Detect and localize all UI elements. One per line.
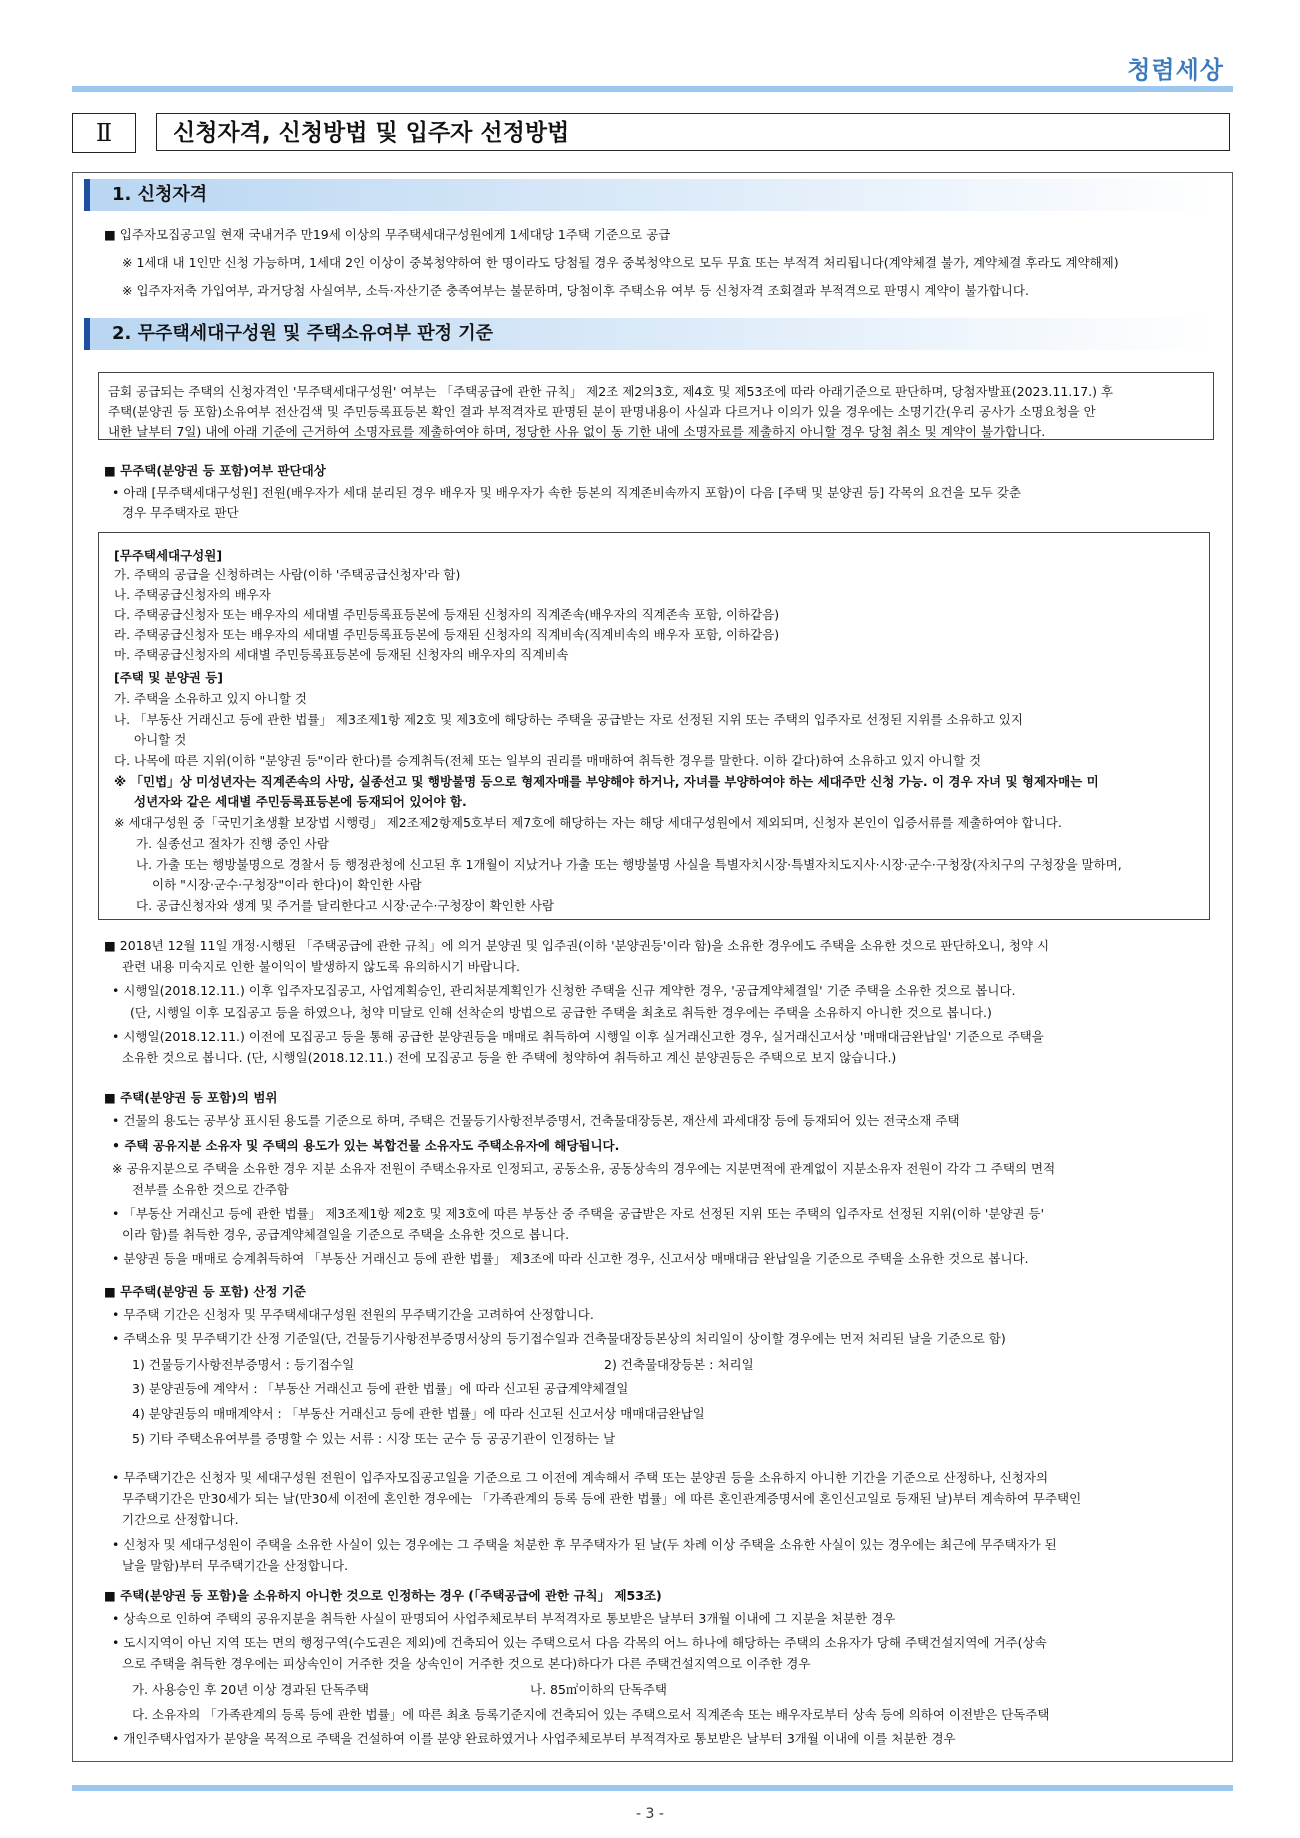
text-line: 나. 가출 또는 행방불명으로 경찰서 등 행정관청에 신고된 후 1개월이 지났거나 가출 또는 행방불명 사실을 특별자치시장·특별자치도지사·시장·군수·구청장(자치구의 구청장을 말하며, bbox=[136, 857, 1122, 872]
text-line: 나. 85㎡이하의 단독주택 bbox=[530, 1682, 667, 1697]
section-heading: 신청자격, 신청방법 및 입주자 선정방법 bbox=[156, 113, 1230, 151]
text-line: ■ 입주자모집공고일 현재 국내거주 만19세 이상의 무주택세대구성원에게 1세대당 1주택 기준으로 공급 bbox=[104, 227, 671, 242]
text-line: 이하 "시장·군수·구청장"이라 한다)이 확인한 사람 bbox=[152, 877, 422, 892]
text-line: 성년자와 같은 세대별 주민등록표등본에 등재되어 있어야 함. bbox=[134, 794, 467, 809]
text-line: ■ 주택(분양권 등 포함)의 범위 bbox=[104, 1090, 278, 1105]
text-line: • 무주택기간은 신청자 및 세대구성원 전원이 입주자모집공고일을 기준으로 그 이전에 계속해서 주택 또는 분양권 등을 소유하지 아니한 기간을 기준으로 산정하나, 신청자의 bbox=[112, 1470, 1049, 1485]
text-line: [주택 및 분양권 등] bbox=[114, 670, 224, 685]
logo bbox=[1127, 50, 1224, 85]
text-line: 다. 소유자의 「가족관계의 등록 등에 관한 법률」에 따른 최초 등록기준지에 건축되어 있는 주택으로서 직계존속 또는 배우자로부터 상속 등에 의하여 이전받은 단독주택 bbox=[132, 1707, 1050, 1722]
text-line: • 분양권 등을 매매로 승계취득하여 「부동산 거래신고 등에 관한 법률」 제3조에 따라 신고한 경우, 신고서상 매매대금 완납일을 기준으로 주택을 소유한 것으로 봅니다. bbox=[112, 1251, 1029, 1266]
text-line: 금회 공급되는 주택의 신청자격인 '무주택세대구성원' 여부는 「주택공급에 관한 규칙」 제2조 제2의3호, 제4호 및 제53조에 따라 아래기준으로 판단하며, 당첨자발표(2023.11.17.) 후 bbox=[108, 384, 1114, 399]
text-line: 4) 분양권등의 매매계약서 : 「부동산 거래신고 등에 관한 법률」에 따라 신고된 신고서상 매매대금완납일 bbox=[132, 1406, 705, 1421]
text-line: • 시행일(2018.12.11.) 이전에 모집공고 등을 통해 공급한 분양권등을 매매로 취득하여 시행일 이후 실거래신고한 경우, 실거래신고서상 '매매대금완납일' 기준으로 주택을 bbox=[112, 1029, 1044, 1044]
text-line: 관련 내용 미숙지로 인한 불이익이 발생하지 않도록 유의하시기 바랍니다. bbox=[122, 959, 521, 974]
text-line: 2) 건축물대장등본 : 처리일 bbox=[604, 1357, 754, 1372]
text-line: 다. 주택공급신청자 또는 배우자의 세대별 주민등록표등본에 등재된 신청자의 직계존속(배우자의 직계존속 포함, 이하같음) bbox=[114, 607, 780, 622]
text-line: [무주택세대구성원] bbox=[114, 548, 223, 563]
text-line: 1) 건물등기사항전부증명서 : 등기접수일 bbox=[132, 1357, 355, 1372]
text-line: • 시행일(2018.12.11.) 이후 입주자모집공고, 사업계획승인, 관리처분계획인가 신청한 주택을 신규 계약한 경우, '공급계약체결일' 기준 주택을 소유한 것으로 봅니다. bbox=[112, 983, 1016, 998]
text-line: 가. 주택의 공급을 신청하려는 사람(이하 '주택공급신청자'라 함) bbox=[114, 567, 461, 582]
text-line: 가. 실종선고 절차가 진행 중인 사람 bbox=[136, 836, 329, 851]
text-line: 3) 분양권등에 계약서 : 「부동산 거래신고 등에 관한 법률」에 따라 신고된 공급계약체결일 bbox=[132, 1381, 629, 1396]
text-line: ※ 공유지분으로 주택을 소유한 경우 지분 소유자 전원이 주택소유자로 인정되고, 공동소유, 공동상속의 경우에는 지분면적에 관계없이 지분소유자 전원이 각각 그 주택의 면적 bbox=[112, 1161, 1056, 1176]
text-line: 전부를 소유한 것으로 간주함 bbox=[132, 1182, 289, 1197]
text-line: 나. 주택공급신청자의 배우자 bbox=[114, 587, 271, 602]
text-line: ■ 주택(분양권 등 포함)을 소유하지 아니한 것으로 인정하는 경우 (「주택공급에 관한 규칙」 제53조) bbox=[104, 1588, 662, 1603]
text-line: 무주택기간은 만30세가 되는 날(만30세 이전에 혼인한 경우에는 「가족관계의 등록 등에 관한 법률」에 따른 혼인관계증명서에 혼인신고일로 등재된 날)부터 계속하여 무주택인 bbox=[122, 1491, 1082, 1506]
text-line: • 건물의 용도는 공부상 표시된 용도를 기준으로 하며, 주택은 건물등기사항전부증명서, 건축물대장등본, 재산세 과세대장 등에 등재되어 있는 전국소재 주택 bbox=[112, 1113, 960, 1128]
text-line: ※ 「민법」상 미성년자는 직계존속의 사망, 실종선고 및 행방불명 등으로 형제자매를 부양해야 하거나, 자녀를 부양하여야 하는 세대주만 신청 가능. 이 경우 자녀 및 형제자매는 미 bbox=[114, 774, 1099, 789]
page-number: - 3 - bbox=[636, 1806, 664, 1822]
text-line: 주택(분양권 등 포함)소유여부 전산검색 및 주민등록표등본 확인 결과 부적격자로 판명된 분이 판명내용이 사실과 다르거나 이의가 있을 경우에는 소명기간(우리 공사가 소명요청을 안 bbox=[108, 404, 1096, 419]
section-number: Ⅱ bbox=[72, 113, 136, 153]
text-line: • 상속으로 인하여 주택의 공유지분을 취득한 사실이 판명되어 사업주체로부터 부적격자로 통보받은 날부터 3개월 이내에 그 지분을 처분한 경우 bbox=[112, 1611, 896, 1626]
text-line: • 주택소유 및 무주택기간 산정 기준일(단, 건물등기사항전부증명서상의 등기접수일과 건축물대장등본상의 처리일이 상이할 경우에는 먼저 처리된 날을 기준으로 함) bbox=[112, 1331, 1006, 1346]
text-line: ■ 무주택(분양권 등 포함) 산정 기준 bbox=[104, 1284, 306, 1299]
text-line: 경우 무주택자로 판단 bbox=[122, 505, 239, 520]
subsection-heading-1: 1. 신청자격 bbox=[84, 179, 1220, 211]
text-line: 가. 주택을 소유하고 있지 아니할 것 bbox=[114, 691, 307, 706]
header-divider bbox=[72, 86, 1233, 92]
text-line: • 무주택 기간은 신청자 및 무주택세대구성원 전원의 무주택기간을 고려하여 산정합니다. bbox=[112, 1307, 594, 1322]
text-line: ※ 1세대 내 1인만 신청 가능하며, 1세대 2인 이상이 중복청약하여 한 명이라도 당첨될 경우 중복청약으로 모두 무효 또는 부적격 처리됩니다(계약체결 불가, 계약체결 후라도 계약해제) bbox=[122, 255, 1119, 270]
text-line: ※ 입주자저축 가입여부, 과거당첨 사실여부, 소득·자산기준 충족여부는 불문하며, 당첨이후 주택소유 여부 등 신청자격 조회결과 부적격으로 판명시 계약이 불가합니다. bbox=[122, 283, 1029, 298]
text-line: • 아래 [무주택세대구성원] 전원(배우자가 세대 분리된 경우 배우자 및 배우자가 속한 등본의 직계존비속까지 포함)이 다음 [주택 및 분양권 등] 각목의 요건을 모두 갖춘 bbox=[112, 485, 1021, 500]
text-line: • 주택 공유지분 소유자 및 주택의 용도가 있는 복합건물 소유자도 주택소유자에 해당됩니다. bbox=[112, 1138, 620, 1153]
logo-text: 청렴세상 bbox=[1127, 56, 1224, 84]
text-line: ■ 2018년 12월 11일 개정·시행된 「주택공급에 관한 규칙」에 의거 분양권 및 입주권(이하 '분양권등'이라 함)을 소유한 경우에도 주택을 소유한 것으로 판단하오니, 청약 시 bbox=[104, 938, 1050, 953]
text-line: • 도시지역이 아닌 지역 또는 면의 행정구역(수도권은 제외)에 건축되어 있는 주택으로서 다음 각목의 어느 하나에 해당하는 주택의 소유자가 당해 주택건설지역에 거주(상속 bbox=[112, 1635, 1047, 1650]
text-line: 으로 주택을 취득한 경우에는 피상속인이 거주한 것을 상속인이 거주한 것으로 본다)하다가 다른 주택건설지역으로 이주한 경우 bbox=[122, 1656, 811, 1671]
text-line: 마. 주택공급신청자의 세대별 주민등록표등본에 등재된 신청자의 배우자의 직계비속 bbox=[114, 647, 569, 662]
text-line: • 개인주택사업자가 분양을 목적으로 주택을 건설하여 이를 분양 완료하였거나 사업주체로부터 부적격자로 통보받은 날부터 3개월 이내에 이를 처분한 경우 bbox=[112, 1731, 956, 1746]
text-line: (단, 시행일 이후 모집공고 등을 하였으나, 청약 미달로 인해 선착순의 방법으로 공급한 주택을 최초로 취득한 경우에는 주택을 소유하지 아니한 것으로 봅니다.) bbox=[130, 1005, 992, 1020]
text-line: 기간으로 산정합니다. bbox=[122, 1512, 239, 1527]
footer-divider bbox=[72, 1785, 1233, 1791]
text-line: 내한 날부터 7일) 내에 아래 기준에 근거하여 소명자료를 제출하여야 하며, 정당한 사유 없이 동 기한 내에 소명자료를 제출하지 아니할 경우 당첨 취소 및 계약이 불가합니다. bbox=[108, 424, 1046, 439]
text-line: 이라 함)를 취득한 경우, 공급계약체결일을 기준으로 주택을 소유한 것으로 봅니다. bbox=[122, 1227, 570, 1242]
text-line: • 「부동산 거래신고 등에 관한 법률」 제3조제1항 제2호 및 제3호에 따른 부동산 중 주택을 공급받은 자로 선정된 지위 또는 주택의 입주자로 선정된 지위(이하 '분양권 등' bbox=[112, 1206, 1045, 1221]
text-line: 나. 「부동산 거래신고 등에 관한 법률」 제3조제1항 제2호 및 제3호에 해당하는 주택을 공급받는 자로 선정된 지위 또는 주택의 입주자로 선정된 지위를 소유하고 있지 bbox=[114, 712, 1023, 727]
text-line: ■ 무주택(분양권 등 포함)여부 판단대상 bbox=[104, 463, 326, 478]
text-line: • 신청자 및 세대구성원이 주택을 소유한 사실이 있는 경우에는 그 주택을 처분한 후 무주택자가 된 날(두 차례 이상 주택을 소유한 사실이 있는 경우에는 최근에 무주택자가 된 bbox=[112, 1537, 1057, 1552]
subsection-heading-2: 2. 무주택세대구성원 및 주택소유여부 판정 기준 bbox=[84, 318, 1220, 350]
text-line: 다. 공급신청자와 생계 및 주거를 달리한다고 시장·군수·구청장이 확인한 사람 bbox=[136, 898, 555, 913]
text-line: 가. 사용승인 후 20년 이상 경과된 단독주택 bbox=[132, 1682, 369, 1697]
text-line: 라. 주택공급신청자 또는 배우자의 세대별 주민등록표등본에 등재된 신청자의 직계비속(직계비속의 배우자 포함, 이하같음) bbox=[114, 627, 780, 642]
text-line: 소유한 것으로 봅니다. (단, 시행일(2018.12.11.) 전에 모집공고 등을 한 주택에 청약하여 취득하고 계신 분양권등은 주택으로 보지 않습니다.) bbox=[122, 1050, 897, 1065]
text-line: 다. 나목에 따른 지위(이하 "분양권 등"이라 한다)를 승계취득(전체 또는 일부의 권리를 매매하여 취득한 경우를 말한다. 이하 같다)하여 소유하고 있지 아니할 것 bbox=[114, 753, 982, 768]
section-title bbox=[72, 113, 1233, 153]
text-line: 아니할 것 bbox=[134, 732, 187, 747]
text-line: ※ 세대구성원 중「국민기초생활 보장법 시행령」 제2조제2항제5호부터 제7호에 해당하는 자는 해당 세대구성원에서 제외되며, 신청자 본인이 입증서류를 제출하여야 합니다. bbox=[114, 815, 1062, 830]
text-line: 5) 기타 주택소유여부를 증명할 수 있는 서류 : 시장 또는 군수 등 공공기관이 인정하는 날 bbox=[132, 1431, 616, 1446]
text-line: 날을 말함)부터 무주택기간을 산정합니다. bbox=[122, 1558, 349, 1573]
